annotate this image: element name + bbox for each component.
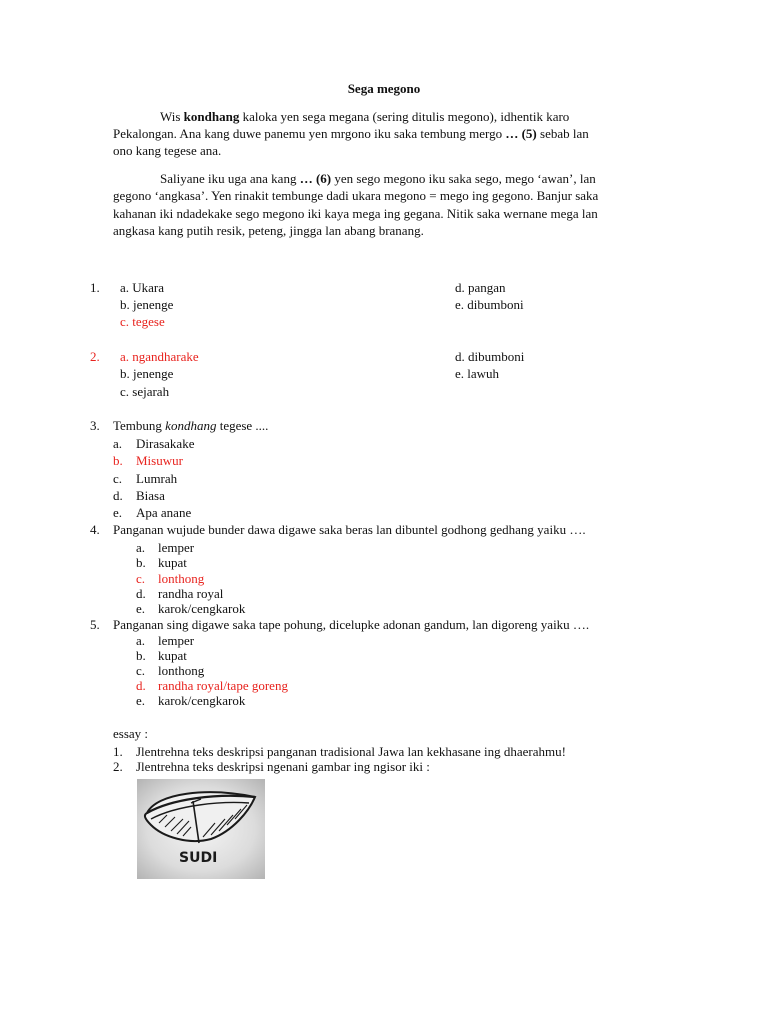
q5-letter-c: c. xyxy=(136,663,146,678)
q1-option-c-answer: c. tegese xyxy=(120,314,165,329)
question-4-text: Panganan wujude bunder dawa digawe saka beras lan dibuntel godhong gedhang yaiku …. xyxy=(113,522,586,537)
q5-option-e: karok/cengkarok xyxy=(158,693,246,708)
q5-option-c: lonthong xyxy=(158,663,205,678)
italic-term: kondhang xyxy=(165,418,217,433)
q2-option-b: b. jenenge xyxy=(120,366,174,381)
text: tegese .... xyxy=(216,418,269,433)
q4-option-e: karok/cengkarok xyxy=(158,601,246,616)
q3-option-c: Lumrah xyxy=(136,471,178,486)
q3-option-e: Apa anane xyxy=(136,505,192,520)
paragraph-2-line-4: angkasa kang putih resik, peteng, jingga lan abang branang. xyxy=(113,223,424,238)
sudi-image xyxy=(137,779,265,879)
question-2-number: 2. xyxy=(90,349,100,364)
sudi-caption: SUDI xyxy=(179,850,218,866)
q2-option-e: e. lawuh xyxy=(455,366,500,381)
text: Saliyane iku uga ana kang xyxy=(160,171,300,186)
page-title: Sega megono xyxy=(347,81,421,96)
sudi-illustration xyxy=(137,779,265,879)
q3-letter-a: a. xyxy=(113,436,123,451)
essay-2-text: Jlentrehna teks deskripsi ngenani gambar ing ngisor iki : xyxy=(136,759,430,774)
q1-option-b: b. jenenge xyxy=(120,297,174,312)
q2-option-a-answer: a. ngandharake xyxy=(120,349,199,364)
q5-option-b: kupat xyxy=(158,648,187,663)
paragraph-2-line-1 xyxy=(113,170,678,187)
q4-letter-c: c. xyxy=(136,571,146,586)
essay-heading: essay : xyxy=(113,726,149,741)
text: sebab lan xyxy=(536,126,589,141)
text: Tembung xyxy=(113,418,166,433)
q4-letter-d: d. xyxy=(136,586,146,601)
q3-option-d: Biasa xyxy=(136,488,165,503)
text: kaloka yen sega megana (sering ditulis megono), idhentik karo xyxy=(239,109,570,124)
q5-option-d-answer: randha royal/tape goreng xyxy=(158,678,288,693)
blank-marker: … (6) xyxy=(299,171,332,186)
paragraph-2-line-2: gegono ‘angkasa’. Yen rinakit tembunge dadi ukara megono = mego ing gegono. Banjur saka xyxy=(113,188,599,203)
paragraph-2-line-3: kahanan iki ndadekake sego megono iki kaya mega ing gegana. Nitik saka wernane mega lan xyxy=(113,206,598,221)
q2-option-c: c. sejarah xyxy=(120,384,170,399)
q1-option-e: e. dibumboni xyxy=(455,297,524,312)
q2-option-d: d. dibumboni xyxy=(455,349,525,364)
q4-option-c-answer: lonthong xyxy=(158,571,205,586)
question-3-number: 3. xyxy=(90,418,100,433)
q5-option-a: lemper xyxy=(158,633,195,648)
q5-letter-e: e. xyxy=(136,693,146,708)
question-5-number: 5. xyxy=(90,617,100,632)
q4-option-b: kupat xyxy=(158,555,187,570)
q3-letter-c: c. xyxy=(113,471,123,486)
q4-letter-e: e. xyxy=(136,601,146,616)
q3-option-a: Dirasakake xyxy=(136,436,195,451)
essay-2-number: 2. xyxy=(113,759,123,774)
q4-letter-a: a. xyxy=(136,540,146,555)
question-3-text xyxy=(113,417,268,434)
blank-marker: … (5) xyxy=(505,126,537,141)
q5-letter-a: a. xyxy=(136,633,146,648)
q3-letter-e: e. xyxy=(113,505,123,520)
paragraph-1-line-2 xyxy=(113,125,589,142)
q4-option-a: lemper xyxy=(158,540,195,555)
q4-letter-b: b. xyxy=(136,555,146,570)
essay-1-text: Jlentrehna teks deskripsi panganan tradisional Jawa lan kekhasane ing dhaerahmu! xyxy=(136,744,566,759)
paragraph-1-line-3: ono kang tegese ana. xyxy=(113,143,222,158)
q1-option-d: d. pangan xyxy=(455,280,506,295)
question-5-text: Panganan sing digawe saka tape pohung, dicelupke adonan gandum, lan digoreng yaiku …. xyxy=(113,617,590,632)
bold-term: kondhang xyxy=(183,109,240,124)
q4-option-d: randha royal xyxy=(158,586,224,601)
essay-1-number: 1. xyxy=(113,744,123,759)
q5-letter-b: b. xyxy=(136,648,146,663)
question-1-number: 1. xyxy=(90,280,100,295)
text: Wis xyxy=(160,109,184,124)
text: Pekalongan. Ana kang duwe panemu yen mrgono iku saka tembung mergo xyxy=(113,126,506,141)
paragraph-1-line-1 xyxy=(113,108,678,125)
text: yen sego megono iku saka sego, mego ‘awan’, lan xyxy=(331,171,596,186)
question-4-number: 4. xyxy=(90,522,100,537)
q3-option-b-answer: Misuwur xyxy=(136,453,183,468)
q3-letter-d: d. xyxy=(113,488,123,503)
q1-option-a: a. Ukara xyxy=(120,280,165,295)
q3-letter-b: b. xyxy=(113,453,123,468)
q5-letter-d: d. xyxy=(136,678,146,693)
